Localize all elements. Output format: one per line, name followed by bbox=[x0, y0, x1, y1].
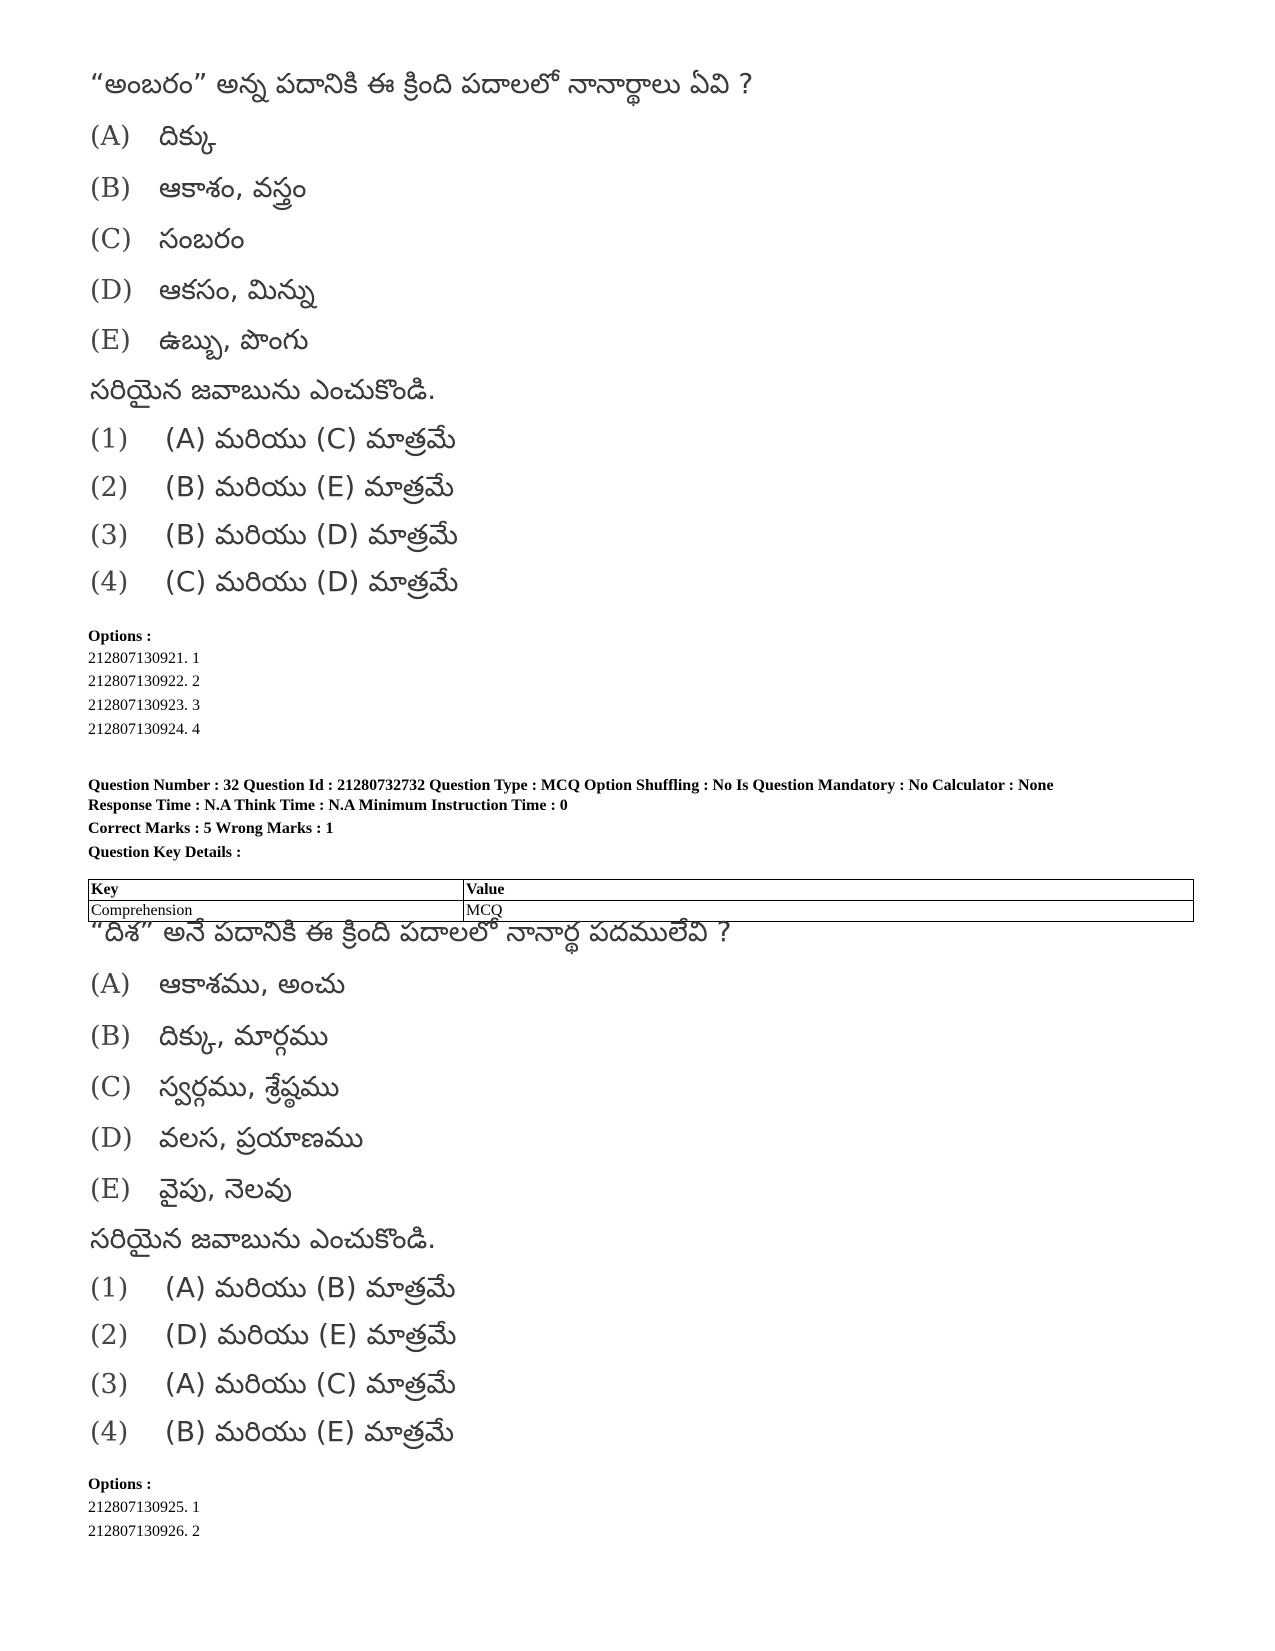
answer-text: (B) మరియు (E) మాత్రమే bbox=[164, 470, 455, 503]
choice-text: ఆకసం, మిన్ను bbox=[158, 273, 315, 306]
answer-number: (4) bbox=[90, 1417, 129, 1448]
q32-answer-2 bbox=[90, 1318, 457, 1351]
choice-label: (D) bbox=[90, 275, 133, 306]
q32-answer-4 bbox=[90, 1415, 455, 1448]
choice-label: (E) bbox=[90, 1174, 131, 1205]
value-cell: MCQ bbox=[464, 901, 1194, 922]
choice-label: (A) bbox=[90, 969, 131, 1000]
answer-number: (3) bbox=[90, 520, 129, 551]
column-header-value: Value bbox=[464, 880, 1194, 901]
answer-number: (2) bbox=[90, 472, 129, 503]
choice-label: (C) bbox=[90, 224, 132, 255]
answer-text: (C) మరియు (D) మాత్రమే bbox=[164, 565, 459, 598]
q32-instruction: సరియైన జవాబును ఎంచుకొండి. bbox=[90, 1222, 437, 1255]
q32-meta-line-2: Response Time : N.A Think Time : N.A Minimum Instruction Time : 0 bbox=[88, 797, 568, 814]
choice-text: ఆకాశము, అంచు bbox=[158, 967, 346, 1000]
answer-number: (3) bbox=[90, 1369, 129, 1400]
choice-text: స్వర్గము, శ్రేష్ఠము bbox=[158, 1070, 340, 1103]
q31-answer-2 bbox=[90, 470, 455, 503]
table-header-row bbox=[89, 880, 1194, 901]
q32-answer-1 bbox=[90, 1271, 456, 1304]
q31-choice-d bbox=[90, 273, 315, 306]
column-header-key: Key bbox=[89, 880, 464, 901]
q31-choice-e bbox=[90, 323, 309, 356]
answer-text: (D) మరియు (E) మాత్రమే bbox=[164, 1318, 457, 1351]
choice-text: వలస, ప్రయాణము bbox=[158, 1121, 364, 1154]
answer-text: (B) మరియు (E) మాత్రమే bbox=[164, 1415, 455, 1448]
q32-choice-d bbox=[90, 1121, 364, 1154]
q31-instruction: సరియైన జవాబును ఎంచుకొండి. bbox=[90, 373, 437, 406]
choice-label: (E) bbox=[90, 325, 131, 356]
q31-option-1: 212807130921. 1 bbox=[88, 650, 200, 667]
answer-text: (B) మరియు (D) మాత్రమే bbox=[164, 518, 459, 551]
q31-option-4: 212807130924. 4 bbox=[88, 721, 200, 738]
choice-text: దిక్కు, మార్గము bbox=[158, 1019, 329, 1052]
choice-label: (B) bbox=[90, 1021, 131, 1052]
answer-text: (A) మరియు (B) మాత్రమే bbox=[164, 1271, 456, 1304]
q31-options-heading: Options : bbox=[88, 628, 152, 645]
q31-answer-1 bbox=[90, 422, 456, 455]
q32-choice-b bbox=[90, 1019, 329, 1052]
answer-number: (2) bbox=[90, 1320, 129, 1351]
q32-marks: Correct Marks : 5 Wrong Marks : 1 bbox=[88, 820, 334, 837]
q31-choice-a bbox=[90, 119, 217, 152]
answer-text: (A) మరియు (C) మాత్రమే bbox=[164, 422, 456, 455]
choice-text: సంబరం bbox=[158, 222, 245, 255]
q31-stem: “అంబరం” అన్న పదానికి ఈ క్రింది పదాలలో నానార్థాలు ఏవి ? bbox=[90, 67, 754, 100]
answer-number: (4) bbox=[90, 567, 129, 598]
q32-answer-3 bbox=[90, 1367, 456, 1400]
choice-text: వైపు, నెలవు bbox=[158, 1172, 293, 1205]
q32-choice-c bbox=[90, 1070, 340, 1103]
choice-label: (C) bbox=[90, 1072, 132, 1103]
q32-meta-line-1: Question Number : 32 Question Id : 21280732732 Question Type : MCQ Option Shuffling : No Is Question Mandatory : No Calculator : None bbox=[88, 777, 1054, 794]
q32-choice-e bbox=[90, 1172, 293, 1205]
q31-choice-b bbox=[90, 171, 307, 204]
q32-key-details-heading: Question Key Details : bbox=[88, 844, 242, 861]
q31-choice-c bbox=[90, 222, 245, 255]
answer-text: (A) మరియు (C) మాత్రమే bbox=[164, 1367, 456, 1400]
choice-text: ఉబ్బు, పొంగు bbox=[158, 323, 309, 356]
choice-label: (D) bbox=[90, 1123, 133, 1154]
q31-option-2: 212807130922. 2 bbox=[88, 673, 200, 690]
q31-answer-3 bbox=[90, 518, 459, 551]
choice-text: దిక్కు bbox=[158, 119, 217, 152]
q32-option-2: 212807130926. 2 bbox=[88, 1523, 200, 1540]
q32-stem: “దిశ” అనే పదానికి ఈ క్రింది పదాలలో నానార్థ పదములేవి ? bbox=[90, 915, 732, 948]
q32-options-heading: Options : bbox=[88, 1476, 152, 1493]
answer-number: (1) bbox=[90, 1273, 129, 1304]
q32-choice-a bbox=[90, 967, 346, 1000]
choice-label: (B) bbox=[90, 173, 131, 204]
q31-answer-4 bbox=[90, 565, 459, 598]
choice-text: ఆకాశం, వస్త్రం bbox=[158, 171, 307, 204]
q32-option-1: 212807130925. 1 bbox=[88, 1499, 200, 1516]
choice-label: (A) bbox=[90, 121, 131, 152]
q31-option-3: 212807130923. 3 bbox=[88, 697, 200, 714]
key-cell: Comprehension bbox=[89, 901, 464, 922]
answer-number: (1) bbox=[90, 424, 129, 455]
